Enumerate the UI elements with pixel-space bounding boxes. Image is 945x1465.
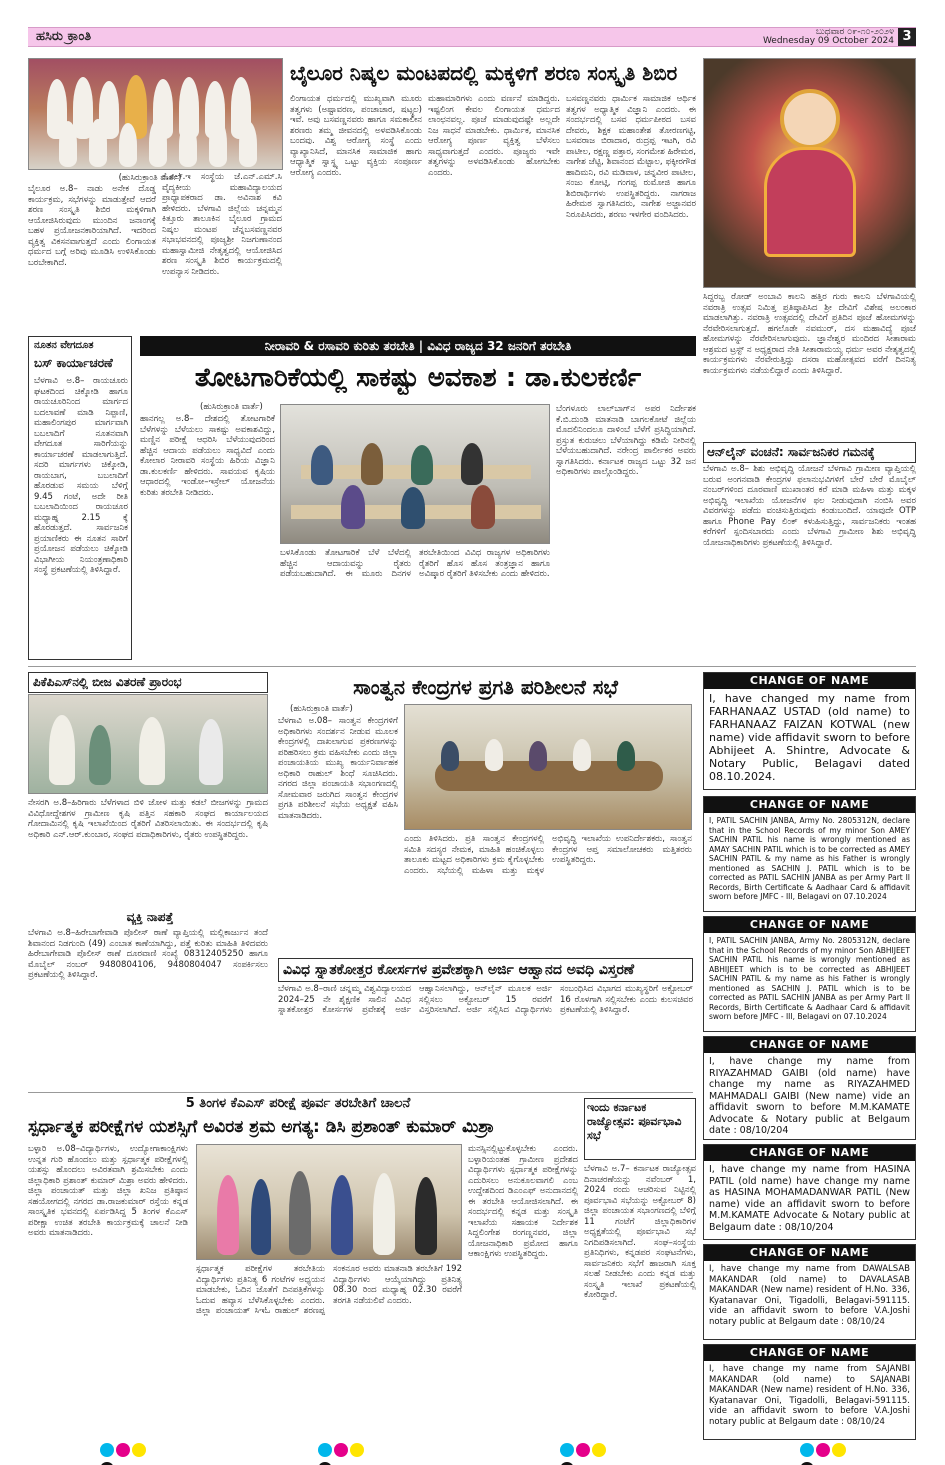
horti-band: ನೀರಾವರಿ & ರಸಾವರಿ ಕುರಿತು ತರಬೇತಿ | ವಿವಿಧ ರಾಜ್ಯದ 32 ಜನರಿಗೆ ತರಬೇತಿ [140,336,696,356]
bus-kicker: ನೂತನ ವೇಗದೂತ [34,340,94,351]
divider [28,1092,693,1093]
notice-3 [703,916,916,1032]
notice-1-title: CHANGE OF NAME [704,673,915,689]
fraud-body: ಬೆಳಗಾವಿ ಅ.8– ಶಿಶು ಅಭಿವೃದ್ಧಿ ಯೋಜನೆ ಬೆಳಗಾವಿ ಗ್ರಾಮೀಣ ವ್ಯಾಪ್ತಿಯಲ್ಲಿ ಬರುವ ಅಂಗನವಾಡಿ ಕೇಂದ್ರಗಳ ಫಲಾನುಭವಿಗಳಿಗೆ ಬೇರೆ ಬೇರೆ ಮೊಬೈಲ್ ನಂಬರ್‌ಗಳಿಂದ ದೂರವಾಣಿ ಮುಖಾಂತರ ಕರೆ ಮಾಡಿ ಮಹಿಳಾ ಮತ್ತು ಮಕ್ಕಳ ಅಭಿವೃದ್ಧಿ ಇಲಾಖೆಯ ಯೋಜನೆಗಳ ಫಲ ನೀಡುವುದಾಗಿ ನಂಬಿಸಿ ಅವರ ವಿವರಗಳನ್ನು ಪಡೆದು ವಂಚಿಸುತ್ತಿರುವುದು ಕಂಡುಬಂದಿದೆ. ಯಾವುದೇ OTP ಹಾಗೂ Phone Pay ಲಿಂಕ್ ಕಳುಹಿಸುತ್ತಿದ್ದು, ಸಾರ್ವಜನಿಕರು ಇಂತಹ ಕರೆಗಳಿಗೆ ಸ್ಪಂದಿಸಬಾರದು ಎಂದು ಬೆಳಗಾವಿ ಗ್ರಾಮೀಣ ಶಿಶು ಅಭಿವೃದ್ಧಿ ಯೋಜನಾಧಿಕಾರಿಗಳು ಪ್ರಕಟಣೆಯಲ್ಲಿ ತಿಳಿಸಿದ್ದಾರೆ. [703,464,916,548]
devotion-caption: ಸಿದ್ದರಬ್ಬ ರೋಡ್ ಅಂಬಾವಿ ಕಾಲನಿ ಹತ್ತಿರ ಗುರು ಕಾಲನಿ ಬೆಳಗಾವಿಯಲ್ಲಿ ನವರಾತ್ರಿ ಉತ್ಸವ ನಿಮಿತ್ತ ಪ್ರತಿಷ್ಠಾಪಿಸಿದ ಶ್ರೀ ದೇವಿಗೆ ವಿಶೇಷ ಅಲಂಕಾರ ಮಾಡಲಾಗಿತ್ತು. ನವರಾತ್ರಿ ಉತ್ಸವದಲ್ಲಿ ದೇವಿಗೆ ಪ್ರತಿದಿನ ಪೂಜೆ ಹೋಮಗಳನ್ನು ನೆರವೇರಿಸಲಾಗುತ್ತದೆ. ಹಗಲೊಡೇ ನವಮುರ್, ದಸ ಮಹಾವಿದ್ಯೆ ಪೂಜೆ ಹೋಮಗಳನ್ನು ನೆರವೇರಿಸಲಾಗುವುದು. ಜ್ಞಾನೇಶ್ವರ ಮಂದಿರದ ಸೀತಾರಾಮ ಆಶ್ರಮದ ಟ್ರಸ್ಟ್ ನ ಅಧ್ಯಕ್ಷರಾದ ನೇತಿ ಸೀತಾರಾಮಯ್ಯ ಧರ್ಮ ಅವರ ನೇತೃತ್ವದಲ್ಲಿ ಕಾರ್ಯಕ್ರಮಗಳು ನೆರವೇರುತ್ತಿದ್ದು ದಸರಾ ಮಹೋತ್ಸವದ ವರೆಗೆ ದಿನನಿತ್ಯ ಕಾರ್ಯಕ್ರಮಗಳು ನಡೆಯಲಿದ್ದಾರೆ ಎಂದು ತಿಳಿಸಿದ್ದಾರೆ. [703,292,916,376]
notice-4-title: CHANGE OF NAME [704,1037,915,1053]
rajyotsava-body: ಬೆಳಗಾವಿ ಅ.7– ಕರ್ನಾಟಕ ರಾಜ್ಯೋತ್ಸವ ದಿನಾಚರಣೆಯನ್ನು ನವೆಂಬರ್ 1, 2024 ರಂದು ಆಚರಿಸುವ ನಿಟ್ಟಿನಲ್ಲಿ ಪೂರ್ವಭಾವಿ ಸಭೆಯನ್ನು ಅಕ್ಟೋಬರ್ 8) ಜಿಲ್ಲಾ ಪಂಚಾಯತ ಸಭಾಂಗಣದಲ್ಲಿ ಬೆಳಿಗ್ಗೆ 11 ಗಂಟೆಗೆ ಜಿಲ್ಲಾಧಿಕಾರಿಗಳ ಅಧ್ಯಕ್ಷತೆಯಲ್ಲಿ ಪೂರ್ವಭಾವಿ ಸಭೆ ನಿಗದಿಪಡಿಸಲಾಗಿದೆ. ಸಂಘ–ಸಂಸ್ಥೆಯ ಪ್ರತಿನಿಧಿಗಳು, ಕನ್ನಡಪರ ಸಂಘಟನೆಗಳು, ಸಾರ್ವಜನಿಕರು ಸಭೆಗೆ ಹಾಜರಾಗಿ ಸೂಕ್ತ ಸಲಹೆ ನೀಡಬೇಕು ಎಂದು ಕನ್ನಡ ಮತ್ತು ಸಂಸ್ಕೃತಿ ಇಲಾಖೆ ಪ್ರಕಟಣೆಯಲ್ಲಿ ಕೋರಿದ್ದಾರೆ. [584,1164,696,1300]
notice-5-text: I, have change my name from HASINA PATIL (old name) have change my name as HASINA MOHAMADANWAR PATIL (New name) vide an affidavit sworn to before M.M.KAMATE Advocate & Notary public at Belgaum date : 08/10/204 [709,1164,910,1233]
exam-body-3: ಮನಸ್ಸಿನಲ್ಲಿಟ್ಟುಕೊಳ್ಳಬೇಕು ಎಂದರು. ಬಳ್ಳಾರಿಯಂತಹ ಗ್ರಾಮೀಣ ಪ್ರದೇಶದ ವಿದ್ಯಾರ್ಥಿಗಳು ಸ್ಪರ್ಧಾತ್ಮಕ ಪರೀಕ್ಷೆಗಳನ್ನು ಎದುರಿಸಲು ಅನುಕೂಲವಾಗಲಿ ಎಂಬ ಉದ್ದೇಶದಿಂದ ಡಿಎಂಎಫ್ ಅನುದಾನದಲ್ಲಿ ಈ ತರಬೇತಿ ಆಯೋಜಿಸಲಾಗಿದೆ. ಈ ಸಂದರ್ಭದಲ್ಲಿ ಕನ್ನಡ ಮತ್ತು ಸಂಸ್ಕೃತಿ ಇಲಾಖೆಯ ಸಹಾಯಕ ನಿರ್ದೇಶಕ ಸಿದ್ದಲಿಂಗೇಶ ರಂಗಣ್ಣನವರ, ಜಿಲ್ಲಾ ಯೋಜನಾಧಿಕಾರಿ ಪ್ರಮೋದ ಹಾಗೂ ಆಕಾಂಕ್ಷಿಗಳು ಉಪಸ್ಥಿತರಿದ್ದರು. [468,1144,578,1259]
notice-2-title: CHANGE OF NAME [704,797,915,813]
registration-marks [100,1442,160,1458]
exam-headline: ಸ್ಪರ್ಧಾತ್ಮಕ ಪರೀಕ್ಷೆಗಳ ಯಶಸ್ಸಿಗೆ ಅವಿರತ ಶ್ರಮ ಅಗತ್ಯ: ಡಿಸಿ ಪ್ರಶಾಂತ್ ಕುಮಾರ್ ಮಿಶ್ರಾ [28,1117,495,1137]
dateline-block [763,28,894,46]
story1-dateline: (ಹುಸಿರುಕ್ರಾಂತಿ ವಾರ್ತೆ) [118,173,182,183]
exam-kicker: 5 ತಿಂಗಳ ಕೆಎಎಸ್ ಪರೀಕ್ಷೆ ಪೂರ್ವ ತರಬೇತಿಗೆ ಚಾಲನೆ [185,1096,411,1111]
notice-6-title: CHANGE OF NAME [704,1245,915,1261]
notice-1 [703,672,916,790]
story1-body-col5: ಬಸವಣ್ಣನವರು ಧಾರ್ಮಿಕ ಸಾಮಾಜಿಕ ಆರ್ಥಿಕ ತತ್ವಗಳ ಅಧ್ಯಾತ್ಮಿಕ ವಿಜ್ಞಾನಿ ಎಂದರು. ಈ ಸಂದರ್ಭದಲ್ಲಿ ಬಸವ ಧರ್ಮಪೀಠದ ಬಸವ ದೇವರು, ಶಿಕ್ಷಕ ಮಹಾಂತೇಶ ತೋರಣಗಟ್ಟಿ, ಬಸವರಾಜ ಬಿರಾದಾರ, ರುದ್ರಪ್ಪ ಇಟಗಿ, ರವಿ ಪಾಟೀಲ, ರಕ್ಷಣ್ಣ ಪತ್ತಾರ, ಸಂಗಮೇಶ ಹಿರೇಮಠ, ನಾಗೇಶ ಜೆಟ್ಟಿ, ಶಿವಾನಂದ ಮೆಟ್ಟಾಲ, ಫಕ್ಕೀರಗೌಡ ಹಾದಿಮನಿ, ರವಿ ಮಡಿವಾಳ, ಚನ್ನವೀರ ಪಾಟೀಲ, ಸಂಜು ಕೋಟ್ಗಿ, ಗಂಗಪ್ಪ ರುಮೋಜಿ ಹಾಗೂ ಶಿಬಿರಾರ್ಥಿಗಳು ಉಪಸ್ಥಿತರಿದ್ದರು. ನಾಗರಾಜ ಹಿರೇಮಠ ಸ್ವಾಗತಿಸಿದರು, ನಾಗೇಶ ಅಜ್ಜಾನವರ ನಿರೂಪಿಸಿದರು, ಶರಣು ಇಳಗೇರ ವಂದಿಸಿದರು. [566,94,696,220]
relief-body-2: ಎಂದು ತಿಳಿಸಿದರು. ಪ್ರತಿ ಸಾಂತ್ವನ ಕೇಂದ್ರಗಳಲ್ಲಿ ಸಮಿತಿ ಸದಸ್ಯರ ನೇಮಕ, ಮಾಹಿತಿ ಹಂಚಿಕೊಳ್ಳಲು ತಾಲೂಕು ಮಟ್ಟದ ಅಧಿಕಾರಿಗಳು ಕ್ರಮ ಕೈಗೊಳ್ಳಬೇಕು ಎಂದರು. ಸಭೆಯಲ್ಲಿ ಮಹಿಳಾ ಮತ್ತು ಮಕ್ಕಳ ಅಭಿವೃದ್ಧಿ ಇಲಾಖೆಯ ಉಪನಿರ್ದೇಶಕರು, ಸಾಂತ್ವನ ಕೇಂದ್ರಗಳ ಆಪ್ತ ಸಮಾಲೋಚಕರು ಮತ್ತಿತರರು ಉಪಸ್ಥಿತರಿದ್ದರು. [404,834,692,876]
fraud-headline: ಆನ್‌ಲೈನ್ ವಂಚನೆ: ಸಾರ್ವಜನಿಕರ ಗಮನಕ್ಕೆ [703,442,916,463]
page-number: 3 [898,28,916,46]
rajyotsava-headline: ಇಂದು ಕರ್ನಾಟಕ ರಾಜ್ಯೋತ್ಸವ: ಪೂರ್ವಭಾವಿ ಸಭೆ [584,1098,696,1160]
date-kannada: ಬುಧವಾರ ೦೯-೧೦-೨೦೨೪ [815,27,894,37]
story1-body-col2: ಕೆ.ಎಲ್.ಇ ಸಂಸ್ಥೆಯ ಜೆ.ಎನ್.ಎಮ್.ಸಿ ವೈದ್ಯಕೀಯ ಮಹಾವಿದ್ಯಾಲಯದ ಪ್ರಾಧ್ಯಾಪಕರಾದ ಡಾ. ಅವಿನಾಶ ಕವಿ ಹೇಳಿದರು. ಬೆಳಗಾವಿ ಜಿಲ್ಲೆಯ ಚನ್ನಮ್ಮನ ಕಿತ್ತೂರು ತಾಲೂಕಿನ ಬೈಲೂರ ಗ್ರಾಮದ ನಿಷ್ಕಲ ಮಂಟಪ ಚೆನ್ನಬಸವಣ್ಣನವರ ಸಭಾಭವನದಲ್ಲಿ ಪೂಜ್ಯಶ್ರೀ ನಿಜಗುಣಾನಂದ ಮಹಾಸ್ವಾಮೀಜಿ ನೇತೃತ್ವದಲ್ಲಿ ಆಯೋಜಿಸಿದ ಶರಣ ಸಂಸ್ಕೃತಿ ಶಿಬಿರ ಕಾರ್ಯಕ್ರಮದಲ್ಲಿ ಉಪನ್ಯಾಸ ನೀಡಿದರು. [162,172,282,277]
masthead [28,27,916,47]
missing-headline: ವ್ಯಕ್ತಿ ನಾಪತ್ತೆ [126,910,174,924]
horti-dateline: (ಹುಸಿರುಕ್ರಾಂತಿ ವಾರ್ತೆ) [200,402,263,412]
seeds-headline: ಪಿಕೆಪಿಎಸ್‌ನಲ್ಲಿ ಬೀಜ ವಿತರಣೆ ಪ್ರಾರಂಭ [28,672,268,693]
relief-dateline: (ಹುಸಿರುಕ್ರಾಂತಿ ವಾರ್ತೆ) [290,704,353,714]
training-class-photo [280,404,550,544]
pg-headline: ವಿವಿಧ ಸ್ನಾತಕೋತ್ತರ ಕೋರ್ಸಗಳ ಪ್ರವೇಶಕ್ಕಾಗಿ ಅರ್ಜಿ ಆಹ್ವಾನದ ಅವಧಿ ವಿಸ್ತರಣೆ [278,958,693,982]
horti-body-2: ಬಳಸಿಕೊಂಡು ತೋಟಗಾರಿಕೆ ಬೆಳೆ ಬೆಳೆದಲ್ಲಿ ಹೆಚ್ಚಿನ ಆದಾಯವನ್ನು ರೈತರು ಪಡೆಯಬಹುದಾಗಿದೆ. ಈ ಮೂರು ದಿನಗಳ ತರಬೇತಿಯಿಂದ ವಿವಿಧ ರಾಜ್ಯಗಳ ಅಧಿಕಾರಿಗಳು ರೈತರಿಗೆ ಹೊಸ ಹೊಸ ತಂತ್ರಜ್ಞಾನ ಹಾಗೂ ಅವಿಷ್ಕಾರ ರೈತರಿಗೆ ತಿಳಿಸಬೇಕು ಎಂದು ಹೇಳಿದರು. [280,548,550,579]
registration-marks [560,1442,620,1458]
horti-body-3: ಬೆಂಗಳೂರು ಲಾಲ್‌ಬಾಗ್‌ನ ಅಪರ ನಿರ್ದೇಶಕ ಕೆ.ಬಿ.ದುಂಡಿ ಮಾತನಾಡಿ ಬಾಗಲಕೋಟೆ ಜಿಲ್ಲೆಯ ಮೊದಲಿನಿಂದಲೂ ದಾಳಿಂಬೆ ಬೆಳೆಗೆ ಪ್ರಸಿದ್ಧಿಯಾಗಿದೆ. ಪ್ರಸ್ತುತ ಕುರುಚಲು ಬೆಳೆಯಾಗಿದ್ದು ಕಡಿಮೆ ನೀರಿನಲ್ಲಿ ಬೆಳೆಯಬಹುದಾಗಿದೆ. ನರೇಂದ್ರ ಪಾರ್ಲೀಕರ ಅವರು ಸ್ವಾಗತಿಸಿದರು. ಕರ್ನಾಟಕ ರಾಜ್ಯದ ಒಟ್ಟು 32 ಜನ ಅಧಿಕಾರಿಗಳು ಪಾಲ್ಗೊಂಡಿದ್ದರು. [556,404,696,477]
seed-distribution-photo [28,694,268,794]
registration-marks [800,1442,860,1458]
notice-5-title: CHANGE OF NAME [704,1145,915,1161]
missing-body: ಬೆಳಗಾವಿ ಅ.8–ಹಿರೇಬಾಗೇವಾಡಿ ಪೊಲೀಸ್ ಠಾಣೆ ವ್ಯಾಪ್ತಿಯಲ್ಲಿ ಮಲ್ಲಿಕಾರ್ಜುನ ತಂದೆ ಶಿವಾನಂದ ನಿಡಗುಂದಿ (49) ಎಂಬಾತ ಕಾಣೆಯಾಗಿದ್ದು, ಪತ್ತೆ ಕುರಿತು ಮಾಹಿತಿ ತಿಳಿದವರು ಹಿರೇಬಾಗೇವಾಡಿ ಪೊಲೀಸ್ ಠಾಣೆ ದೂರವಾಣಿ ಸಂಖ್ಯೆ 08312405250 ಹಾಗೂ ಮೊಬೈಲ್ ನಂಬರ್ 9480804106, 9480804047 ಸಂಪರ್ಕಿಸಲು ಪ್ರಕಟಣೆಯಲ್ಲಿ ತಿಳಿಸಿದ್ದಾರೆ. [28,928,268,980]
camp-group-photo [28,58,283,170]
notice-3-text: I, PATIL SACHIN JANBA, Army No. 2805312N, declare that in the School Records of my minor Son ABHIJEET SACHIN PATIL his name is wrongly mentioned as ABHIJEET which is to be corrected as ABHIJEET SACHIN PATIL & my name as his Father is wrongly mentioned as SACHIN J. PATIL which is to be corrected as PATIL SACHIN JANBA as per Army Part II Records, Birth Certificate & Aadhaar Card & affidavit sworn before JMFC - III, Belagavi on 07.10.2024 [709,936,910,1021]
story1-body-col3: ಲಿಂಗಾಯತ ಧರ್ಮದಲ್ಲಿ ಮುಖ್ಯವಾಗಿ ಮೂರು ತತ್ವಗಳು (ಅಷ್ಟಾವರಣ, ಪಂಚಾಚಾರ, ಷಟ್ಸ್ಥಲ) ಇವೆ. ಅವು ಬಸವಣ್ಣನವರು ಹಾಗೂ ಸಮಕಾಲೀನ ಶರಣರು ತಮ್ಮ ಜೀವನದಲ್ಲಿ ಅಳವಡಿಸಿಕೊಂಡು ಬಂದವು. ವಿಶ್ವ ಆರೋಗ್ಯ ಸಂಸ್ಥೆ ಎಂದು ವ್ಯಾಖ್ಯಾನಿಸಿದೆ, ಮಾನಸಿಕ ಸಾಮಾಜಿಕ ಹಾಗು ಆಧ್ಯಾತ್ಮಿಕ ಸ್ವಾಸ್ಥ್ಯ ಒಟ್ಟು ವ್ಯಕ್ತಿಯ ಸಂಪೂರ್ಣ ಆರೋಗ್ಯ ಎಂದರು. [290,94,422,178]
registration-marks [318,1442,378,1458]
notice-4-text: I, have change my name from RIYAZAHMAD GAIBI (old name) have change my name as RIYAZAHMED MAHMADALI GAIBI (New name) vide an affidavit sworn to before M.M.KAMATE Advocate & Notary public at Belgaum date : 08/10/204 [709,1056,910,1136]
training-launch-photo [196,1144,462,1260]
notice-2 [703,796,916,912]
exam-body-2: ಸ್ಪರ್ಧಾತ್ಮಕ ಪರೀಕ್ಷೆಗಳ ತರಬೇತಿಯ ವಿದ್ಯಾರ್ಥಿಗಳು ಪ್ರತಿನಿತ್ಯ 6 ಗಂಟೆಗಳ ಅಧ್ಯಯನ ಮಾಡಬೇಕು, ಓದಿನ ಜೊತೆಗೆ ದಿನಪತ್ರಿಕೆಗಳನ್ನು ಓದುವ ಹವ್ಯಾಸ ಬೆಳೆಸಿಕೊಳ್ಳಬೇಕು ಎಂದರು. ಜಿಲ್ಲಾ ಪಂಚಾಯತ್ ಸಿಇಓ ರಾಹುಲ್ ಶರಣಪ್ಪ ಸಂಕನೂರ ಅವರು ಮಾತನಾಡಿ ತರಬೇತಿಗೆ 192 ವಿದ್ಯಾರ್ಥಿಗಳು ಆಯ್ಕೆಯಾಗಿದ್ದು ಪ್ರತಿನಿತ್ಯ 08.30 ರಿಂದ ಮಧ್ಯಾಹ್ನ 02.30 ರವರೆಗೆ ತರಗತಿ ನಡೆಯಲಿವೆ ಎಂದರು. [196,1264,462,1316]
notice-2-text: I, PATIL SACHIN JANBA, Army No. 2805312N, declare that in the School Records of my minor Son AMEY SACHIN PATIL his name is wrongly mentioned as AMAY SACHIN PATIL which is to be corrected as AMEY SACHIN PATIL & my name as his Father is wrongly mentioned as SACHIN J. PATIL which is to be corrected as PATIL SACHIN JANBA as per Army Part II Records, Birth Certificate & Aadhaar Card & affidavit sworn before JMFC - III, Belagavi on 07.10.2024 [709,816,910,901]
relief-body-1: ಬೆಳಗಾವಿ ಅ.08– ಸಾಂತ್ವನ ಕೇಂದ್ರಗಳಿಗೆ ಅಧಿಕಾರಿಗಳು ಸಂದರ್ಶನ ನೀಡುವ ಮೂಲಕ ಕೇಂದ್ರಗಳಲ್ಲಿ ದಾಖಲಾಗುವ ಪ್ರಕರಣಗಳನ್ನು ಪರಿಹರಿಸಲು ಕ್ರಮ ವಹಿಸಬೇಕು ಎಂದು ಜಿಲ್ಲಾ ಪಂಚಾಯತಿಯ ಮುಖ್ಯ ಕಾರ್ಯನಿರ್ವಾಹಕ ಅಧಿಕಾರಿ ರಾಹುಲ್ ಶಿಂಧೆ ಸೂಚಿಸಿದರು. ನಗರದ ಜಿಲ್ಲಾ ಪಂಚಾಯತಿ ಸಭಾಂಗಣದಲ್ಲಿ ಸೋಮವಾರ ಜರುಗಿದ ಸಾಂತ್ವನ ಕೇಂದ್ರಗಳ ಪ್ರಗತಿ ಪರಿಶೀಲನೆ ಸಭೆಯ ಅಧ್ಯಕ್ಷತೆ ವಹಿಸಿ ಮಾತನಾಡಿದರು. [278,716,398,821]
notice-4 [703,1036,916,1140]
date-english: Wednesday 09 October 2024 [762,36,894,46]
exam-body-1: ಬಳ್ಳಾರಿ ಅ.08–ವಿದ್ಯಾರ್ಥಿಗಳು, ಉದ್ಯೋಗಾಕಾಂಕ್ಷಿಗಳು ಉನ್ನತ ಗುರಿ ಹೊಂದಲು ಮತ್ತು ಸ್ಪರ್ಧಾತ್ಮಕ ಪರೀಕ್ಷೆಗಳಲ್ಲಿ ಯಶಸ್ಸು ಹೊಂದಲು ಅವಿರತವಾಗಿ ಶ್ರಮಿಸಬೇಕು ಎಂದು ಜಿಲ್ಲಾಧಿಕಾರಿ ಪ್ರಶಾಂತ್ ಕುಮಾರ್ ಮಿಶ್ರಾ ಅವರು ಹೇಳಿದರು. ಜಿಲ್ಲಾ ಪಂಚಾಯತ್ ಮತ್ತು ಜಿಲ್ಲಾ ಖನಿಜ ಪ್ರತಿಷ್ಠಾನ ಸಹಯೋಗದಲ್ಲಿ ನಗರದ ಡಾ.ರಾಜಕುಮಾರ್ ರಸ್ತೆಯ ಕನ್ನಡ ಸಾಂಸ್ಕೃತಿಕ ಭವನದಲ್ಲಿ ಏರ್ಪಡಿಸಿದ್ದ 5 ತಿಂಗಳ ಕೆಎಎಸ್ ಪರೀಕ್ಷಾ ಉಚಿತ ತರಬೇತಿ ಕಾರ್ಯಕ್ರಮಕ್ಕೆ ಚಾಲನೆ ನೀಡಿ ಅವರು ಮಾತನಾಡಿದರು. [28,1144,188,1238]
horti-headline: ತೋಟಗಾರಿಕೆಯಲ್ಲಿ ಸಾಕಷ್ಟು ಅವಕಾಶ : ಡಾ.ಕುಲಕರ್ಣಿ [194,363,642,393]
notice-7-title: CHANGE OF NAME [704,1345,915,1361]
notice-1-text: I, have changed my name from FARHANAAZ USTAD (old name) to FARHANAAZ FAIZAN KOTWAL (new name) vide affidavit sworn to before Abhijeet A. Shintre, Advocate & Notary Public, Belagavi dated 08.10.2024. [709,692,910,783]
pg-body: ಬೆಳಗಾವಿ ಅ.8–ರಾಣಿ ಚನ್ನಮ್ಮ ವಿಶ್ವವಿದ್ಯಾಲಯದ 2024–25 ನೇ ಶೈಕ್ಷಣಿಕ ಸಾಲಿನ ವಿವಿಧ ಸ್ನಾತಕೋತ್ತರ ಕೋರ್ಸಗಳ ಪ್ರವೇಶಕ್ಕೆ ಅರ್ಜಿ ಆಹ್ವಾನಿಸಲಾಗಿದ್ದು, ಆನ್‌ಲೈನ್ ಮೂಲಕ ಅರ್ಜಿ ಸಲ್ಲಿಸಲು ಅಕ್ಟೋಬರ್ 15 ರವರೆಗೆ ವಿಸ್ತರಿಸಲಾಗಿದೆ. ಅರ್ಜಿ ಸಲ್ಲಿಸಿದ ವಿದ್ಯಾರ್ಥಿಗಳು ಸಂಬಂಧಿಸಿದ ವಿಭಾಗದ ಮುಖ್ಯಸ್ಥರಿಗೆ ಅಕ್ಟೋಬರ್ 16 ರೊಳಗಾಗಿ ಸಲ್ಲಿಸಬೇಕು ಎಂದು ಕುಲಸಚಿವರ ಪ್ರಕಟಣೆಯಲ್ಲಿ ತಿಳಿಸಿದ್ದಾರೆ. [278,984,693,1015]
meeting-hall-photo [404,704,692,830]
bus-headline: ಬಸ್ ಕಾರ್ಯಾಚರಣೆ [34,356,113,370]
story1-headline: ಬೈಲೂರ ನಿಷ್ಕಲ ಮಂಟಪದಲ್ಲಿ ಮಕ್ಕಳಿಗೆ ಶರಣ ಸಂಸ್ಕೃತಿ ಶಿಬಿರ [290,61,678,85]
relief-headline: ಸಾಂತ್ವನ ಕೇಂದ್ರಗಳ ಪ್ರಗತಿ ಪರಿಶೀಲನೆ ಸಭೆ [353,675,618,699]
story1-body-col1: ಬೈಲೂರ ಅ.8– ನಾಡು ಅನೇಕ ದೊಡ್ಡ ಕಾರ್ಯಕ್ರಮ, ಸಭೆಗಳನ್ನು ಮಾಡುತ್ತೇವೆ ಆದರೆ ಶರಣ ಸಂಸ್ಕೃತಿ ಶಿಬಿರ ಮಕ್ಕಳಿಗಾಗಿ ಆಯೋಜಿಸಿರುವುದು ಮುಂದಿನ ಜನಾಂಗಕ್ಕೆ ಬಹಳ ಪ್ರಯೋಜನಕಾರಿಯಾಗಿದೆ. ಇದರಿಂದ ವ್ಯಕ್ತಿತ್ವ ವಿಕಸನವಾಗುತ್ತದೆ ಎಂದು ಲಿಂಗಾಯತ ಧರ್ಮದ ಬಗ್ಗೆ ಅರಿವು ಮೂಡಿಸಿ ಉಳಿಸಿಕೊಂಡು ಬರಬೇಕಾಗಿದೆ. [28,184,156,268]
section-name: ಹಸಿರು ಕ್ರಾಂತಿ [36,29,92,44]
notice-7 [703,1344,916,1440]
divider [28,666,916,667]
bus-body: ಬೆಳಗಾವಿ ಅ.8– ರಾಯಚೂರು ಘಟಕದಿಂದ ಚಿಕ್ಕೋಡಿ ಹಾಗೂ ರಾಯಚೂರಿನಿಂದ ಮಾರ್ಗದ ಬದಲಾವಣೆ ಮಾಡಿ ನಿಪ್ಪಾಣಿ, ಮಹಾಲಿಂಗಪುರ ಮಾರ್ಗವಾಗಿ ಬಬಲಾದಿಗೆ ನೂತನವಾಗಿ ವೇಗದೂತ ಸಾರಿಗೆಯನ್ನು ಕಾರ್ಯಾಚರಣೆ ಮಾಡಲಾಗುತ್ತಿದೆ. ಸದರಿ ಮಾರ್ಗಗಳು ಚಿಕ್ಕೋಡಿ, ರಾಯಬಾಗ, ಬಬಲಾದಿಗೆ ಹೊರಡುವ ಸಮಯ ಬೆಳಿಗ್ಗೆ 9.45 ಗಂಟೆ, ಅದೇ ರೀತಿ ಬಬಲಾದಿಯಿಂದ ರಾಯಚೂರ ಮಧ್ಯಾಹ್ನ 2.15 ಕ್ಕೆ ಹೊರಡುತ್ತದೆ. ಸಾರ್ವಜನಿಕ ಪ್ರಯಾಣಿಕರು ಈ ನೂತನ ಸಾರಿಗೆ ಪ್ರಯೋಜನ ಪಡೆಯಲು ಚಿಕ್ಕೋಡಿ ವಿಭಾಗೀಯ ನಿಯಂತ್ರಣಾಧಿಕಾರಿ ಸಂಸ್ಥೆ ಪ್ರಕಟಣೆಯಲ್ಲಿ ತಿಳಿಸಿದ್ದಾರೆ. [34,376,128,575]
notice-5 [703,1144,916,1240]
notice-6-text: I, have change my name from DAWALSAB MAKANDAR (old name) to DAVALASAB MAKANDAR (New name) resident of H.No. 336, Kyatanavar Oni, Tigadolli, Belagavi-591115. vide an affidavit sworn to before V.A.Joshi notary public at Belgaum date : 08/10/24 [709,1264,910,1327]
notice-3-title: CHANGE OF NAME [704,917,915,933]
horti-body-1: ಹಾನಗಲ್ಲ ಅ.8– ದೇಶದಲ್ಲಿ ತೋಟಗಾರಿಕೆ ಬೆಳೆಗಳನ್ನು ಬೆಳೆಯಲು ಸಾಕಷ್ಟು ಅವಕಾಶವಿದ್ದು, ಮಣ್ಣಿನ ಪರೀಕ್ಷೆ ಆಧರಿಸಿ ಬೆಳೆಯುವುದರಿಂದ ಹೆಚ್ಚಿನ ಆದಾಯ ಪಡೆಯಲು ಸಾಧ್ಯವಿದೆ ಎಂದು ಕೋಲಾರ ನೀರಾವರಿ ಸಂಸ್ಥೆಯ ಹಿರಿಯ ವಿಜ್ಞಾನಿ ಡಾ.ಕುಲಕರ್ಣಿ ಹೇಳಿದರು. ಸಾವಯವ ಕೃಷಿಯ ಆಧಾರದಲ್ಲಿ ಇಂಡೋ–ಇಸ್ರೇಲ್ ಯೋಜನೆಯ ಕುರಿತು ತರಬೇತಿ ನೀಡಿದರು. [140,414,275,498]
story1-body-col4: ಮಹಾಮಾರಿಗಳು ಎಂದು ವರ್ಣನೆ ಮಾಡಿದ್ದರು. ಇಷ್ಟಲಿಂಗ ಕೇವಲ ಲಿಂಗಾಯತ ಧರ್ಮದ ಲಾಂಛನವಲ್ಲ. ಪೂಜೆ ಮಾಡುವುದಷ್ಟೇ ಅಲ್ಲದೇ ನಿಜ ಸಾಧನೆ ಮಾಡಬೇಕು. ಧಾರ್ಮಿಕ, ಮಾನಸಿಕ ಆರೋಗ್ಯ ಪೂರ್ಣ ವ್ಯಕ್ತಿತ್ವ ಬೆಳೆಸಲು ಸಾಧ್ಯವಾಗುತ್ತದೆ ಎಂದರು. ಪೂಜ್ಯರು ಇವೇ ತತ್ವಗಳನ್ನು ಅಳವಡಿಸಿಕೊಂಡು ಹೋಗಬೇಕು ಎಂದರು. [428,94,560,178]
notice-6 [703,1244,916,1340]
goddess-idol-photo [703,58,916,288]
seeds-body: ನೇಸರಗಿ ಅ.8–ಹಿರಿಗಾರು ಬೆಳೆಗಳಾದ ಬಿಳಿ ಜೋಳ ಮತ್ತು ಕಡಲೆ ಬೀಜಗಳನ್ನು ಗ್ರಾಮದ ವಿವಿಧೋದ್ದೇಶಗಳ ಗ್ರಾಮೀಣ ಕೃಷಿ ಪತ್ತಿನ ಸಹಕಾರಿ ಸಂಘದ ಕಾರ್ಯಾಲಯದ ಗೋದಾಮಿನಲ್ಲಿ ಕೃಷಿ ಇಲಾಖೆಯಿಂದ ರೈತರಿಗೆ ವಿತರಿಸಲಾಯಿತು. ಈ ಸಂದರ್ಭದಲ್ಲಿ ಕೃಷಿ ಅಧಿಕಾರಿ ಎನ್.ಆರ್.ಕುಂಬಾರ, ಸಂಘದ ಪದಾಧಿಕಾರಿಗಳು, ರೈತರು ಉಪಸ್ಥಿತರಿದ್ದರು. [28,798,268,840]
notice-7-text: I, have change my name from SAJANBI MAKANDAR (old name) to SAJANABI MAKANDAR (New name) resident of H.No. 336, Kyatanavar Oni, Tigadolli, Belagavi-591115. vide an affidavit sworn to before V.A.Joshi notary public at Belgaum date : 08/10/24 [709,1364,910,1427]
